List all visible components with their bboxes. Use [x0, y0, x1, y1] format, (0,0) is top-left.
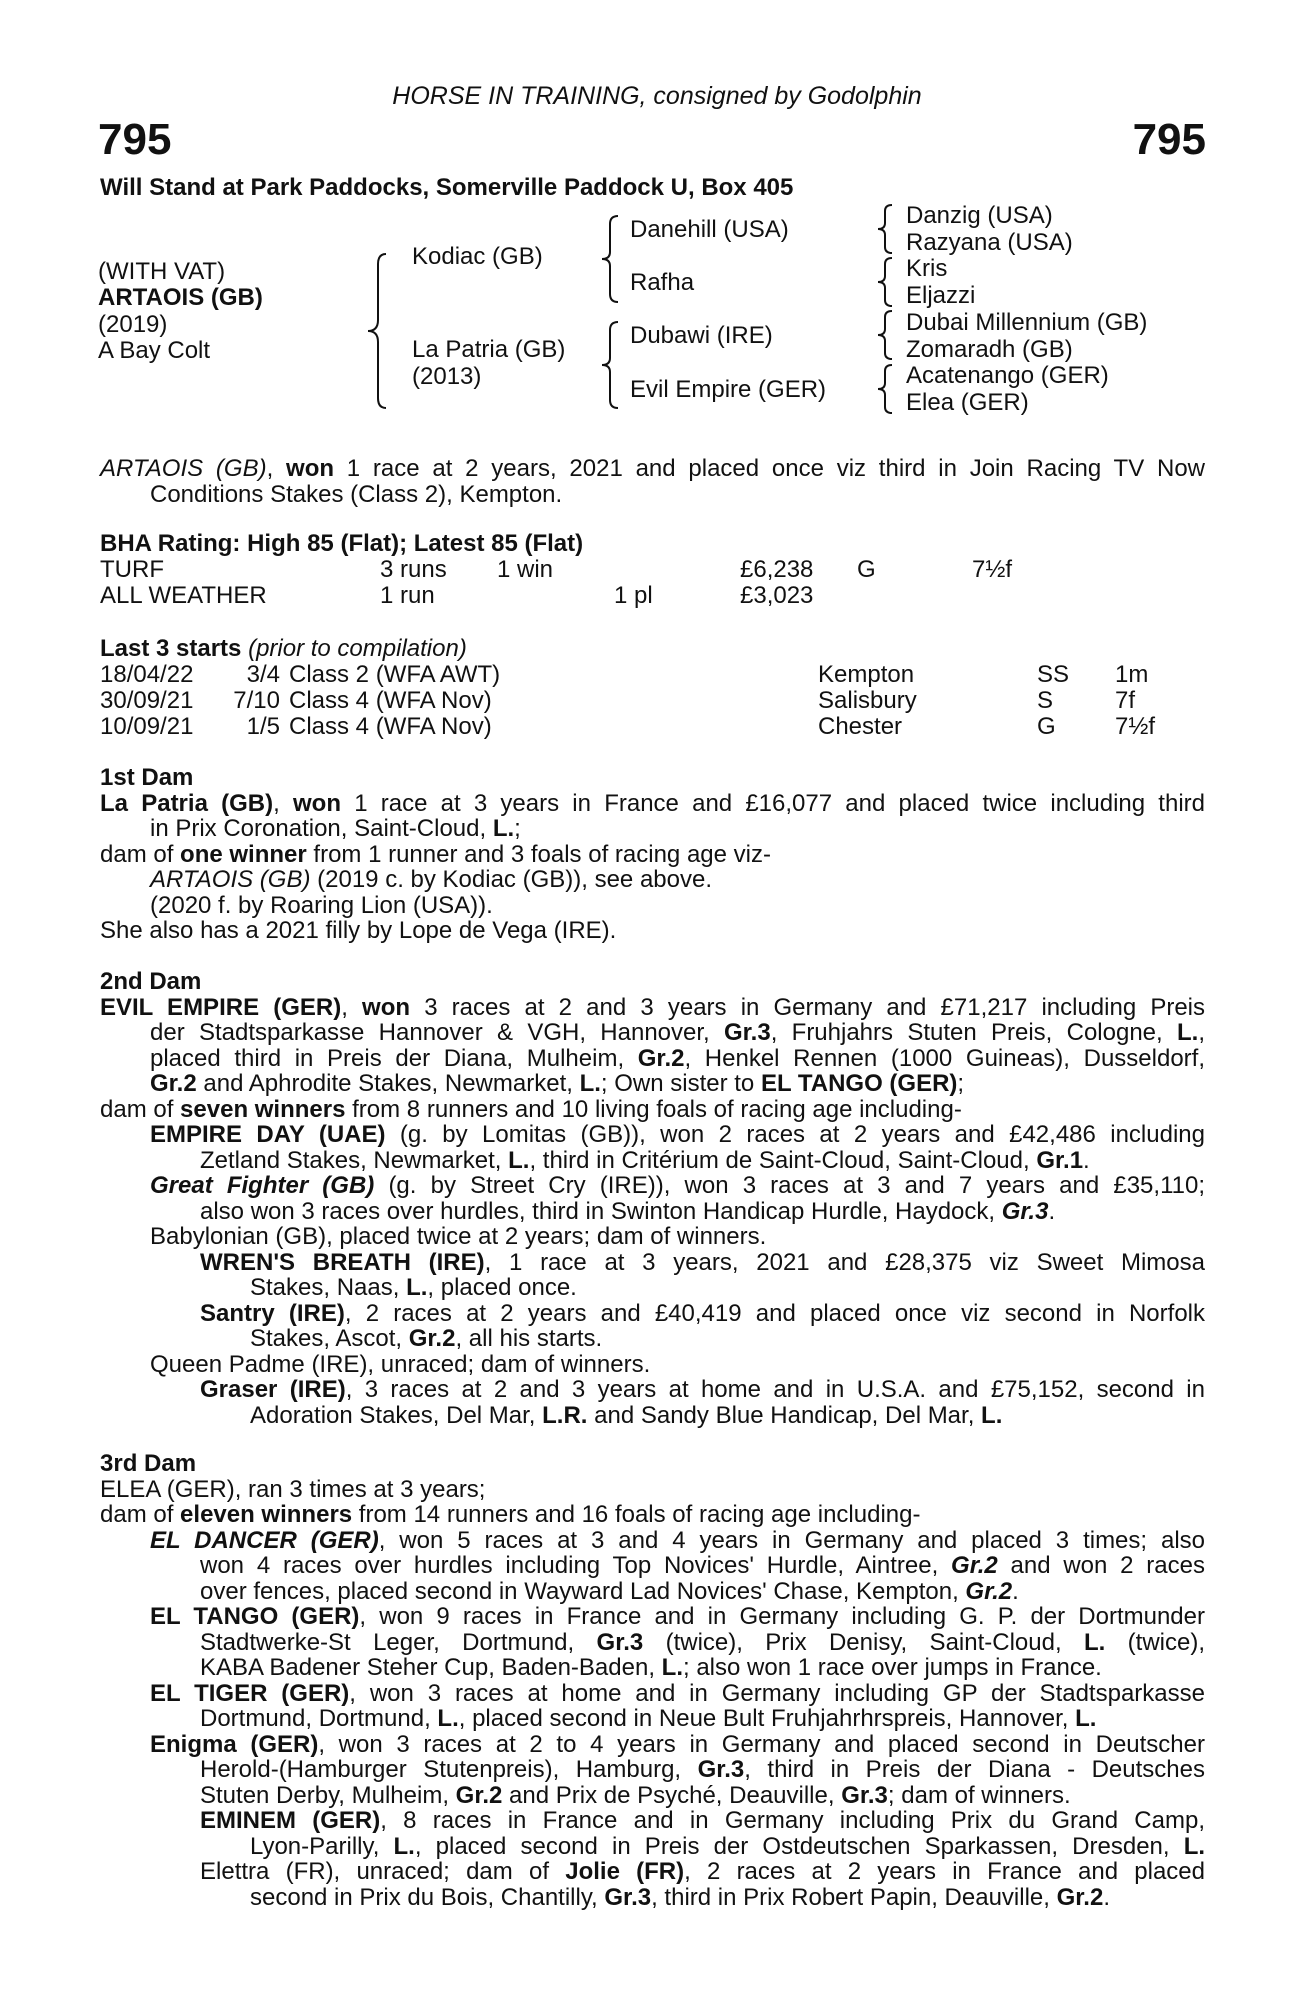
rating-prize: £3,023	[740, 582, 814, 609]
third-dam-line	[100, 1834, 1205, 1860]
third-dam-line-segment: , placed second in Neue Bult Fruhjahrhrspreis, Hannover,	[458, 1705, 1076, 1732]
second-dam-line-segment: Great Fighter (GB)	[150, 1172, 375, 1199]
second-dam-line-segment: , placed once.	[427, 1274, 577, 1301]
start-class: Class 4 (WFA Nov)	[289, 713, 492, 740]
rating-going: G	[857, 556, 876, 583]
third-dam-line-segment: Gr.2	[965, 1577, 1013, 1605]
third-dam-line-segment: Gr.3	[841, 1781, 888, 1809]
second-dam-line	[100, 1173, 1205, 1199]
second-dam-line-segment: dam of	[100, 1095, 181, 1123]
third-dam-line-segment: over fences, placed second in Wayward Lad Novices' Chase, Kempton,	[200, 1577, 966, 1605]
second-dam-line	[100, 1224, 1205, 1250]
rating-wins: 1 win	[497, 556, 554, 583]
ancestor-4: Eljazzi	[906, 282, 976, 309]
ancestor-2: Razyana (USA)	[906, 229, 1073, 256]
second-dam-line-segment: EMPIRE DAY (UAE)	[150, 1121, 386, 1148]
start-distance: 7f	[1115, 687, 1136, 714]
third-dam-line-segment: L.	[1083, 1628, 1106, 1656]
second-dam-line-segment: .	[1083, 1146, 1090, 1174]
sire: Kodiac (GB)	[412, 243, 543, 270]
summary-won: won	[286, 455, 335, 482]
start-position: 7/10	[233, 687, 280, 714]
third-dam-line-segment: , won 3 races at home and in Germany including GP der Stadtsparkasse	[349, 1679, 1205, 1707]
second-dam-line	[100, 1403, 1205, 1429]
second-dam-line	[100, 1377, 1205, 1403]
ancestor-8: Elea (GER)	[906, 389, 1029, 416]
third-dam-line-segment: .	[1012, 1577, 1019, 1605]
second-dam-line-segment: L.	[508, 1146, 530, 1174]
third-dam-line	[100, 1528, 1205, 1554]
third-dam-line-segment: , 2 races at 2 years in France and placed	[684, 1858, 1205, 1885]
second-dam-line-segment: Stakes, Naas,	[250, 1274, 407, 1301]
last-starts-note: (prior to compilation)	[248, 635, 467, 662]
third-dam-line-segment: , placed second in Preis der Ostdeutschen Sparkassen, Dresden,	[414, 1832, 1184, 1860]
dam-dam: Evil Empire (GER)	[630, 376, 827, 403]
second-dam-line-segment: L.R.	[542, 1401, 588, 1429]
third-dam-line-segment: (twice), Prix Denisy, Saint-Cloud,	[643, 1628, 1084, 1656]
summary-text-2: Conditions Stakes (Class 2), Kempton.	[150, 480, 563, 508]
third-dam-line	[100, 1477, 1205, 1503]
third-dam-line	[100, 1604, 1205, 1630]
third-dam-line-segment: , won 3 races at 2 to 4 years in Germany and placed second in Deutscher	[318, 1730, 1205, 1758]
second-dam-line	[100, 1148, 1205, 1174]
first-dam-line: ARTAOIS (GB) (2019 c. by Kodiac (GB)), see above.	[150, 866, 712, 893]
start-going: SS	[1037, 661, 1070, 688]
second-dam-line	[100, 1250, 1205, 1276]
pedigree-brace-g3	[874, 309, 896, 361]
second-dam-line-segment: L.	[579, 1070, 601, 1097]
second-dam-line-segment: (g. by Street Cry (IRE)), won 3 races at 3 and 7 years and £35,110;	[374, 1172, 1205, 1199]
second-dam-line-segment: seven winners	[180, 1095, 346, 1123]
first-dam-line: La Patria (GB), won 1 race at 3 years in France and £16,077 and placed twice including third	[100, 789, 1205, 817]
second-dam-line-segment: ,	[1198, 1019, 1205, 1046]
second-dam-line-segment: L.	[1177, 1019, 1199, 1046]
third-dam-line-segment: Stadtwerke-St Leger, Dortmund,	[200, 1628, 597, 1656]
first-dam-line: dam of one winner from 1 runner and 3 foals of racing age viz-	[100, 840, 771, 868]
ancestor-1: Danzig (USA)	[906, 202, 1053, 229]
second-dam-line-segment: Zetland Stakes, Newmarket,	[200, 1146, 509, 1174]
third-dam-line-segment: Lyon-Parilly,	[250, 1832, 394, 1860]
third-dam-line-segment: Enigma (GER)	[150, 1730, 319, 1758]
second-dam-line-segment: Santry (IRE)	[200, 1299, 345, 1327]
second-dam-line-segment: Graser (IRE)	[200, 1376, 346, 1403]
third-dam-line	[100, 1757, 1205, 1783]
third-dam-line-segment: from 14 runners and 16 foals of racing age including-	[352, 1501, 921, 1528]
third-dam-line-segment: KABA Badener Steher Cup, Baden-Baden,	[200, 1654, 662, 1681]
third-dam-line-segment: , third in Prix Robert Papin, Deauville,	[651, 1883, 1057, 1911]
second-dam-heading: 2nd Dam	[100, 968, 202, 995]
second-dam-line-segment: , 1 race at 3 years, 2021 and £28,375 viz Sweet Mimosa	[484, 1248, 1205, 1276]
third-dam-line-segment: Gr.2	[951, 1552, 998, 1579]
second-dam-line-segment: , third in Critérium de Saint-Cloud, Saint-Cloud,	[529, 1146, 1037, 1174]
summary-text-1: 1 race at 2 years, 2021 and placed once viz third in Join Racing TV Now	[334, 455, 1206, 482]
second-dam-line	[100, 1097, 1205, 1123]
second-dam-line-segment: ; Own sister to	[600, 1070, 761, 1097]
ancestor-6: Zomaradh (GB)	[906, 336, 1073, 363]
first-dam-heading: 1st Dam	[100, 764, 194, 791]
second-dam-line-segment: and Aphrodite Stakes, Newmarket,	[196, 1070, 580, 1097]
second-dam-line-segment: ;	[957, 1070, 965, 1097]
third-dam-line-segment: ; dam of winners.	[887, 1781, 1071, 1809]
second-dam-line-segment: and Sandy Blue Handicap, Del Mar,	[587, 1401, 982, 1429]
pedigree-brace-dam	[598, 320, 624, 410]
stabling-info: Will Stand at Park Paddocks, Somerville Paddock U, Box 405	[100, 174, 794, 201]
third-dam-line	[100, 1732, 1205, 1758]
third-dam-line-segment: EL TANGO (GER)	[150, 1603, 360, 1630]
second-dam-line-segment: , all his starts.	[455, 1325, 603, 1352]
third-dam-line-segment: Gr.3	[697, 1756, 745, 1783]
first-dam-line: She also has a 2021 filly by Lope de Vega (IRE).	[100, 917, 617, 944]
summary-horse-name: ARTAOIS (GB)	[100, 455, 267, 482]
third-dam-line-segment: , won 5 races at 3 and 4 years in Germany and placed 3 times; also	[378, 1526, 1206, 1554]
second-dam-line-segment: EVIL EMPIRE (GER)	[100, 993, 342, 1021]
third-dam-line-segment: Gr.3	[604, 1883, 652, 1911]
third-dam-line-segment: L.	[1075, 1705, 1097, 1732]
start-date: 18/04/22	[100, 661, 194, 688]
rating-placed: 1 pl	[614, 582, 653, 609]
second-dam-line-segment: (g. by Lomitas (GB)), won 2 races at 2 years and £42,486 including	[385, 1121, 1205, 1148]
second-dam-line	[100, 1046, 1205, 1072]
dam: La Patria (GB)	[412, 336, 566, 363]
rating-distance: 7½f	[972, 556, 1013, 583]
third-dam-line-segment: second in Prix du Bois, Chantilly,	[250, 1883, 605, 1911]
second-dam-line-segment: L.	[406, 1274, 428, 1301]
second-dam-line-segment: Adoration Stakes, Del Mar,	[250, 1401, 543, 1429]
third-dam-line-segment: Elettra (FR), unraced; dam of	[200, 1858, 566, 1885]
bha-rating-title: BHA Rating: High 85 (Flat); Latest 85 (Flat)	[100, 530, 584, 557]
second-dam-line-segment: Stakes, Ascot,	[250, 1325, 409, 1352]
second-dam-line-segment: Gr.1	[1036, 1146, 1084, 1174]
pedigree-brace-sire	[598, 214, 624, 304]
start-date: 10/09/21	[100, 713, 194, 740]
third-dam-lines	[100, 1477, 1205, 1911]
second-dam-line-segment: won	[362, 993, 411, 1021]
second-dam-line-segment: Queen Padme (IRE), unraced; dam of winners.	[150, 1350, 651, 1378]
second-dam-line-segment: Babylonian (GB), placed twice at 2 years; dam of winners.	[150, 1223, 767, 1250]
start-distance: 7½f	[1115, 713, 1156, 740]
dam-year: (2013)	[412, 363, 482, 390]
third-dam-line-segment: L.	[393, 1832, 415, 1860]
second-dam-line	[100, 995, 1205, 1021]
pedigree-brace-g2	[874, 256, 896, 308]
third-dam-line-segment: ; also won 1 race over jumps in France.	[682, 1654, 1102, 1681]
second-dam-line	[100, 1326, 1205, 1352]
second-dam-line-segment: .	[1048, 1197, 1056, 1225]
third-dam-line-segment: L.	[1183, 1832, 1206, 1860]
ancestor-3: Kris	[906, 255, 948, 282]
start-course: Salisbury	[818, 687, 917, 714]
third-dam-line	[100, 1655, 1205, 1681]
third-dam-section	[100, 1451, 1205, 1910]
third-dam-line-segment: , third in Preis der Diana - Deutsches	[744, 1756, 1205, 1783]
third-dam-line-segment: (twice),	[1105, 1628, 1205, 1656]
third-dam-line-segment: EL DANCER (GER)	[150, 1526, 379, 1554]
rating-surface: TURF	[100, 556, 164, 583]
start-going: S	[1037, 687, 1054, 714]
pedigree-brace-g4	[874, 363, 896, 415]
third-dam-line-segment: L.	[661, 1654, 683, 1681]
first-dam-line: (2020 f. by Roaring Lion (USA)).	[150, 891, 493, 919]
second-dam-line-segment: , Fruhjahrs Stuten Preis, Cologne,	[770, 1019, 1177, 1046]
second-dam-line	[100, 1199, 1205, 1225]
third-dam-line-segment: Dortmund, Dortmund,	[200, 1705, 438, 1732]
second-dam-line	[100, 1301, 1205, 1327]
third-dam-line-segment: dam of	[100, 1501, 181, 1528]
third-dam-line-segment: and Prix de Psyché, Deauville,	[502, 1781, 842, 1809]
second-dam-line-segment: , Henkel Rennen (1000 Guineas), Dusseldorf,	[684, 1044, 1205, 1072]
horse-description: A Bay Colt	[98, 337, 211, 364]
consignment-header: HORSE IN TRAINING, consigned by Godolphin	[392, 82, 922, 110]
second-dam-line-segment: 3 races at 2 and 3 years in Germany and £71,217 including Preis	[410, 993, 1206, 1021]
third-dam-line	[100, 1579, 1205, 1605]
third-dam-line	[100, 1885, 1205, 1911]
second-dam-line-segment: WREN'S BREATH (IRE)	[200, 1248, 485, 1276]
third-dam-line-segment: won 4 races over hurdles including Top Novices' Hurdle, Aintree,	[200, 1552, 952, 1579]
lot-number-right: 795	[1132, 115, 1206, 164]
third-dam-line-segment: Gr.2	[455, 1781, 503, 1809]
rating-prize: £6,238	[740, 556, 814, 583]
second-dam-line-segment: Gr.3	[724, 1019, 771, 1046]
third-dam-heading: 3rd Dam	[100, 1450, 197, 1477]
second-dam-line	[100, 1071, 1205, 1097]
start-class: Class 4 (WFA Nov)	[289, 687, 492, 714]
sire-sire: Danehill (USA)	[630, 216, 789, 243]
third-dam-line-segment: Herold-(Hamburger Stutenpreis), Hamburg,	[200, 1756, 698, 1783]
third-dam-line-segment: , 8 races in France and in Germany including Prix du Grand Camp,	[380, 1807, 1205, 1834]
third-dam-line	[100, 1706, 1205, 1732]
third-dam-line	[100, 1808, 1205, 1834]
start-course: Kempton	[818, 661, 915, 688]
start-course: Chester	[818, 713, 903, 740]
start-distance: 1m	[1115, 661, 1149, 688]
second-dam-line-segment: also won 3 races over hurdles, third in Swinton Handicap Hurdle, Haydock,	[200, 1197, 1002, 1225]
third-dam-line-segment: Stuten Derby, Mulheim,	[200, 1781, 456, 1809]
second-dam-line	[100, 1122, 1205, 1148]
start-class: Class 2 (WFA AWT)	[289, 661, 501, 688]
third-dam-line-segment: L.	[437, 1705, 459, 1732]
third-dam-line-segment: EL TIGER (GER)	[150, 1679, 350, 1707]
second-dam-line	[100, 1275, 1205, 1301]
ancestor-5: Dubai Millennium (GB)	[906, 309, 1148, 336]
second-dam-section	[100, 969, 1205, 1428]
third-dam-line-segment: Gr.2	[1056, 1883, 1104, 1911]
second-dam-line-segment: from 8 runners and 10 living foals of racing age including-	[345, 1095, 962, 1123]
third-dam-line	[100, 1502, 1205, 1528]
second-dam-line	[100, 1020, 1205, 1046]
second-dam-line	[100, 1352, 1205, 1378]
pedigree-brace-g1	[874, 203, 896, 255]
pedigree-brace-main	[364, 252, 394, 410]
third-dam-line-segment: .	[1103, 1883, 1110, 1911]
second-dam-line-segment: L.	[981, 1401, 1003, 1429]
second-dam-line-segment: Gr.2	[637, 1044, 685, 1072]
second-dam-line-segment: der Stadtsparkasse Hannover & VGH, Hannover,	[150, 1019, 724, 1046]
rating-runs: 3 runs	[380, 556, 447, 583]
second-dam-line-segment: ,	[341, 993, 363, 1021]
lot-number-left: 795	[98, 115, 172, 164]
third-dam-line-segment: and won 2 races	[997, 1552, 1205, 1579]
last-starts-heading	[100, 636, 467, 662]
second-dam-line-segment: , 3 races at 2 and 3 years at home and in U.S.A. and £75,152, second in	[345, 1376, 1205, 1403]
third-dam-line	[100, 1630, 1205, 1656]
second-dam-line-segment: , 2 races at 2 years and £40,419 and placed once viz second in Norfolk	[344, 1299, 1205, 1327]
third-dam-line-segment: ELEA (GER), ran 3 times at 3 years;	[100, 1475, 486, 1503]
second-dam-lines	[100, 995, 1205, 1429]
start-date: 30/09/21	[100, 687, 194, 714]
third-dam-line-segment: eleven winners	[180, 1501, 353, 1528]
start-going: G	[1037, 713, 1056, 740]
dam-sire: Dubawi (IRE)	[630, 322, 773, 349]
third-dam-line	[100, 1859, 1205, 1885]
last-starts-title: Last 3 starts	[100, 635, 242, 662]
second-dam-line-segment: placed third in Preis der Diana, Mulheim,	[150, 1044, 638, 1072]
horse-name: ARTAOIS (GB)	[98, 284, 263, 311]
start-position: 1/5	[246, 713, 280, 740]
rating-runs: 1 run	[380, 582, 435, 609]
third-dam-line	[100, 1783, 1205, 1809]
first-dam-line: in Prix Coronation, Saint-Cloud, L.;	[150, 815, 521, 842]
ancestor-7: Acatenango (GER)	[906, 362, 1109, 389]
horse-year: (2019)	[98, 311, 168, 338]
start-position: 3/4	[246, 661, 280, 688]
second-dam-line-segment: Gr.3	[1001, 1197, 1049, 1225]
second-dam-line-segment: EL TANGO (GER)	[760, 1070, 958, 1097]
second-dam-line-segment: Gr.2	[408, 1325, 456, 1352]
third-dam-line-segment: Jolie (FR)	[565, 1858, 685, 1885]
third-dam-line	[100, 1681, 1205, 1707]
race-summary: ARTAOIS (GB), won 1 race at 2 years, 2021 and placed once viz third in Join Racing TV Now Conditions Stakes (Class 2), Kempton.	[100, 455, 1206, 508]
third-dam-line	[100, 1553, 1205, 1579]
first-dam-section	[100, 765, 1205, 944]
sire-dam: Rafha	[630, 269, 695, 296]
rating-surface: ALL WEATHER	[100, 582, 267, 609]
second-dam-line-segment: Gr.2	[150, 1070, 197, 1097]
third-dam-line-segment: Gr.3	[596, 1628, 644, 1656]
third-dam-line-segment: EMINEM (GER)	[200, 1807, 381, 1834]
vat-note: (WITH VAT)	[98, 258, 226, 285]
third-dam-line-segment: , won 9 races in France and in Germany including G. P. der Dortmunder	[359, 1603, 1205, 1630]
